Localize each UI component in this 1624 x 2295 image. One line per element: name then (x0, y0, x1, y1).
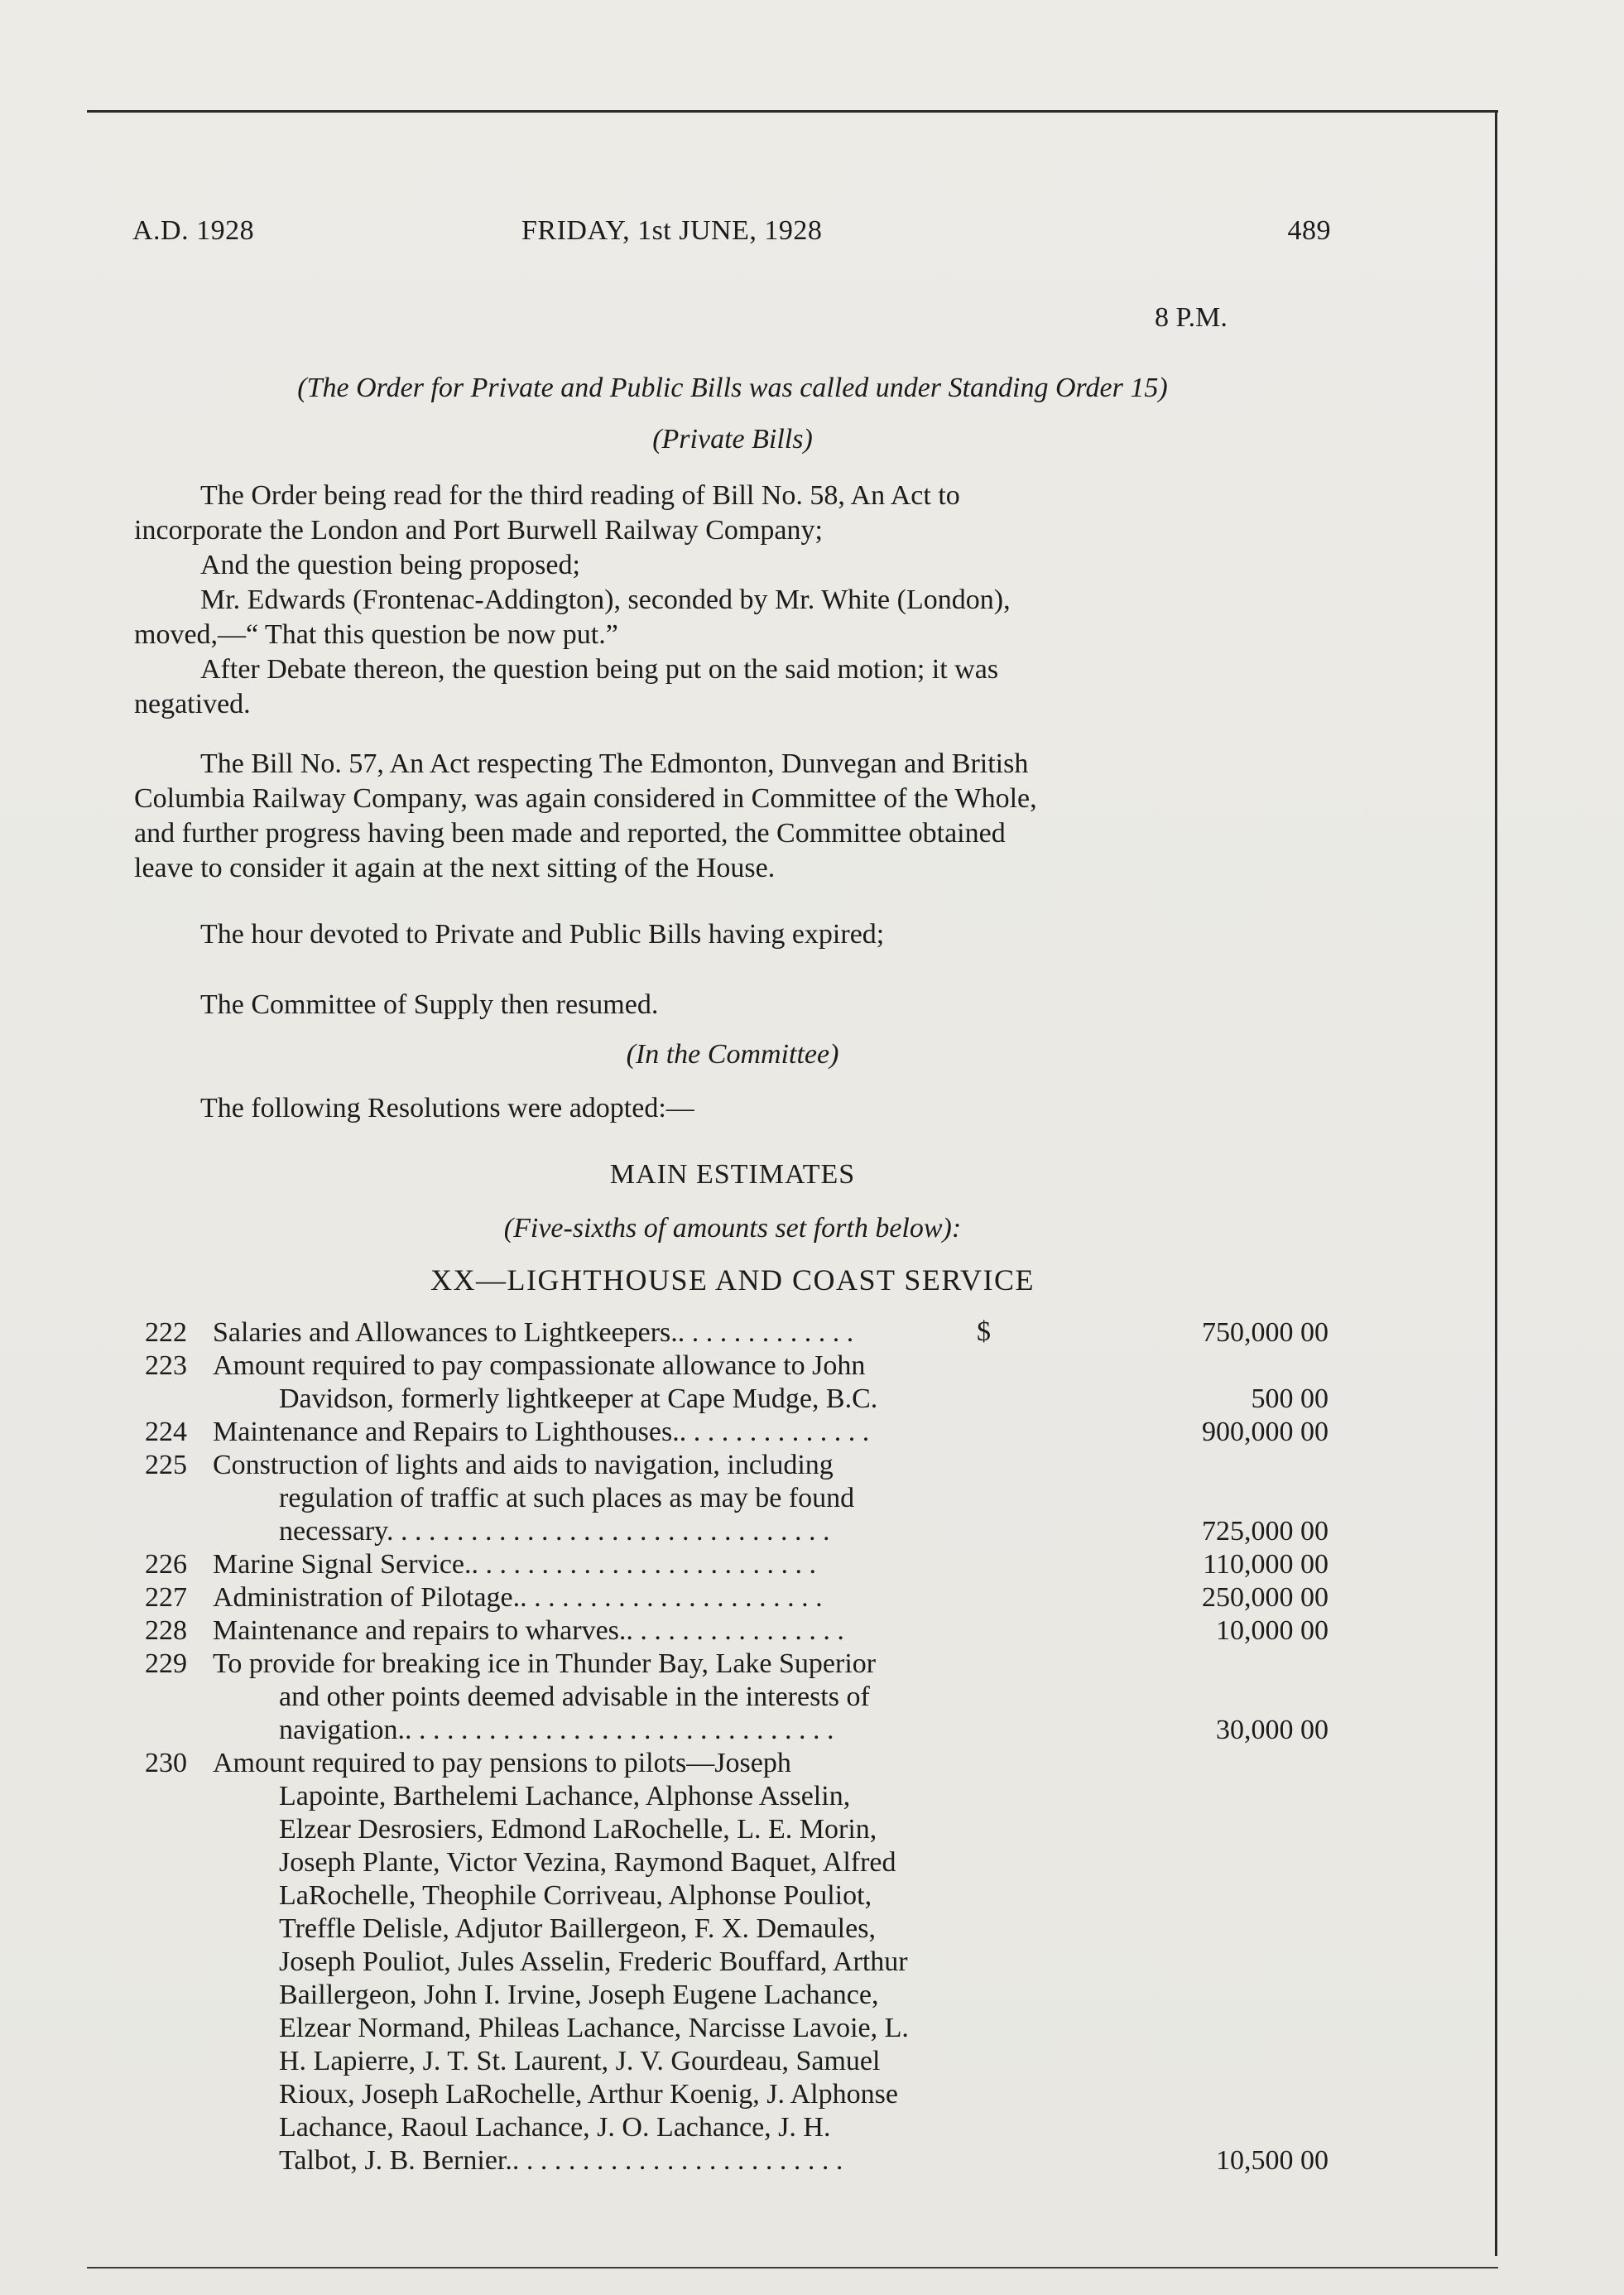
page-number: 489 (1287, 215, 1331, 246)
frame-rule-top (87, 110, 1498, 113)
item-description-line: Maintenance and Repairs to Lighthouses.. . . . . . . . . . . . . . (213, 1417, 870, 1447)
estimate-item (145, 1648, 1329, 1747)
item-description-line: Amount required to pay pensions to pilots—Joseph (213, 1748, 791, 1778)
estimate-item (145, 1614, 1329, 1648)
item-description-line: Construction of lights and aids to navigation, including (213, 1450, 834, 1480)
item-description-line: Talbot, J. B. Bernier.. . . . . . . . . . . . . . . . . . . . . . . . (279, 2145, 843, 2176)
estimate-item (145, 1449, 1329, 1548)
frame-rule-bottom (87, 2267, 1498, 2269)
sitting-time: 8 P.M. (1155, 302, 1228, 333)
order-called-note: (The Order for Private and Public Bills was called under Standing Order 15) (297, 373, 1168, 403)
in-committee-heading: (In the Committee) (626, 1039, 839, 1070)
item-number: 224 (145, 1417, 187, 1447)
item-description-line: Lachance, Raoul Lachance, J. O. Lachance, J. H. (279, 2112, 831, 2143)
item-description (213, 1581, 1140, 1614)
item-description (213, 1449, 1140, 1548)
item-description-line: Baillergeon, John I. Irvine, Joseph Eugene Lachance, (279, 1980, 879, 2010)
paragraph-hour-expired: The hour devoted to Private and Public Bills having expired; (200, 919, 885, 950)
paragraph-line: moved,—“ That this question be now put.” (134, 619, 618, 650)
paragraph-line: incorporate the London and Port Burwell Railway Company; (134, 515, 823, 546)
item-amount: 500 00 (1251, 1383, 1329, 1414)
item-description-line: Treffle Delisle, Adjutor Baillergeon, F. X. Demaules, (279, 1913, 876, 1944)
item-description (213, 1614, 1140, 1648)
item-number: 229 (145, 1648, 187, 1679)
item-number: 230 (145, 1748, 187, 1778)
estimate-item (145, 1350, 1329, 1416)
item-amount: 10,500 00 (1216, 2145, 1329, 2176)
item-description-line: Marine Signal Service.. . . . . . . . . . . . . . . . . . . . . . . . . (213, 1549, 817, 1580)
item-description-line: Elzear Normand, Phileas Lachance, Narcisse Lavoie, L. (279, 2013, 909, 2043)
estimate-item (145, 1548, 1329, 1581)
item-description-line: Elzear Desrosiers, Edmond LaRochelle, L. E. Morin, (279, 1814, 877, 1845)
item-description-line: Davidson, formerly lightkeeper at Cape Mudge, B.C. (279, 1383, 878, 1414)
estimate-item (145, 1316, 1329, 1350)
item-description-line: Amount required to pay compassionate allowance to John (213, 1350, 866, 1381)
item-amount: 110,000 00 (1203, 1549, 1329, 1580)
paragraph-line: negatived. (134, 689, 251, 719)
item-amount: 725,000 00 (1202, 1516, 1329, 1547)
item-description-line: H. Lapierre, J. T. St. Laurent, J. V. Gourdeau, Samuel (279, 2046, 881, 2076)
item-description-line: Joseph Pouliot, Jules Asselin, Frederic Bouffard, Arthur (279, 1946, 908, 1977)
paragraph-line: and further progress having been made and reported, the Committee obtained (134, 818, 1006, 849)
page-header (132, 215, 1331, 253)
paragraph-line: leave to consider it again at the next sitting of the House. (134, 853, 776, 883)
header-date: FRIDAY, 1st JUNE, 1928 (521, 215, 823, 246)
item-amount: 750,000 00 (1202, 1317, 1329, 1348)
item-description-line: regulation of traffic at such places as may be found (279, 1483, 855, 1513)
item-description-line: Rioux, Joseph LaRochelle, Arthur Koenig, J. Alphonse (279, 2079, 898, 2110)
item-amount: 30,000 00 (1216, 1715, 1329, 1745)
item-number: 227 (145, 1582, 187, 1613)
item-description-line: Maintenance and repairs to wharves.. . . . . . . . . . . . . . . . (213, 1615, 844, 1646)
estimate-item (145, 1416, 1329, 1449)
item-description-line: navigation.. . . . . . . . . . . . . . . . . . . . . . . . . . . . . . . (279, 1715, 834, 1745)
estimate-item (145, 1581, 1329, 1614)
item-description-line: necessary. . . . . . . . . . . . . . . . . . . . . . . . . . . . . . . . (279, 1516, 830, 1547)
paragraph-line: And the question being proposed; (200, 550, 580, 580)
item-description-line: To provide for breaking ice in Thunder Bay, Lake Superior (213, 1648, 877, 1679)
item-description (213, 1747, 1140, 2177)
item-description (213, 1548, 1140, 1581)
item-number: 222 (145, 1317, 187, 1348)
paragraph-resolutions-adopted: The following Resolutions were adopted:— (200, 1093, 694, 1123)
item-number: 228 (145, 1615, 187, 1646)
estimate-item (145, 1747, 1329, 2177)
item-amount: 900,000 00 (1202, 1417, 1329, 1447)
item-description-line: Joseph Plante, Victor Vezina, Raymond Baquet, Alfred (279, 1847, 896, 1878)
item-description-line: Administration of Pilotage.. . . . . . . . . . . . . . . . . . . . . . (213, 1582, 823, 1613)
paragraph-line: After Debate thereon, the question being put on the said motion; it was (200, 654, 999, 685)
item-description (213, 1416, 1140, 1449)
item-amount: 10,000 00 (1216, 1615, 1329, 1646)
private-bills-heading: (Private Bills) (652, 424, 813, 455)
item-number: 223 (145, 1350, 187, 1381)
paragraph-line: The Bill No. 57, An Act respecting The Edmonton, Dunvegan and British (200, 748, 1029, 779)
header-year: A.D. 1928 (132, 215, 255, 246)
item-description (213, 1350, 1140, 1416)
main-estimates-heading: MAIN ESTIMATES (609, 1159, 856, 1190)
paragraph-line: Columbia Railway Company, was again considered in Committee of the Whole, (134, 783, 1037, 814)
dollar-sign: $ (977, 1316, 991, 1347)
paragraph-line: The Order being read for the third reading of Bill No. 58, An Act to (200, 480, 960, 511)
item-description-line: and other points deemed advisable in the interests of (279, 1682, 870, 1712)
item-description-line: Salaries and Allowances to Lightkeepers.. . . . . . . . . . . . . (213, 1317, 854, 1348)
item-number: 226 (145, 1549, 187, 1580)
item-description-line: LaRochelle, Theophile Corriveau, Alphonse Pouliot, (279, 1880, 872, 1911)
frame-rule-right (1495, 112, 1497, 2256)
five-sixths-note: (Five-sixths of amounts set forth below): (503, 1213, 962, 1244)
item-description-line: Lapointe, Barthelemi Lachance, Alphonse Asselin, (279, 1781, 851, 1811)
item-amount: 250,000 00 (1202, 1582, 1329, 1613)
paragraph-supply-resumed: The Committee of Supply then resumed. (200, 989, 659, 1020)
paragraph-line: Mr. Edwards (Frontenac-Addington), seconded by Mr. White (London), (200, 585, 1011, 615)
item-description (213, 1316, 1140, 1350)
item-number: 225 (145, 1450, 187, 1480)
section-heading: XX—LIGHTHOUSE AND COAST SERVICE (430, 1263, 1035, 1297)
item-description (213, 1648, 1140, 1747)
